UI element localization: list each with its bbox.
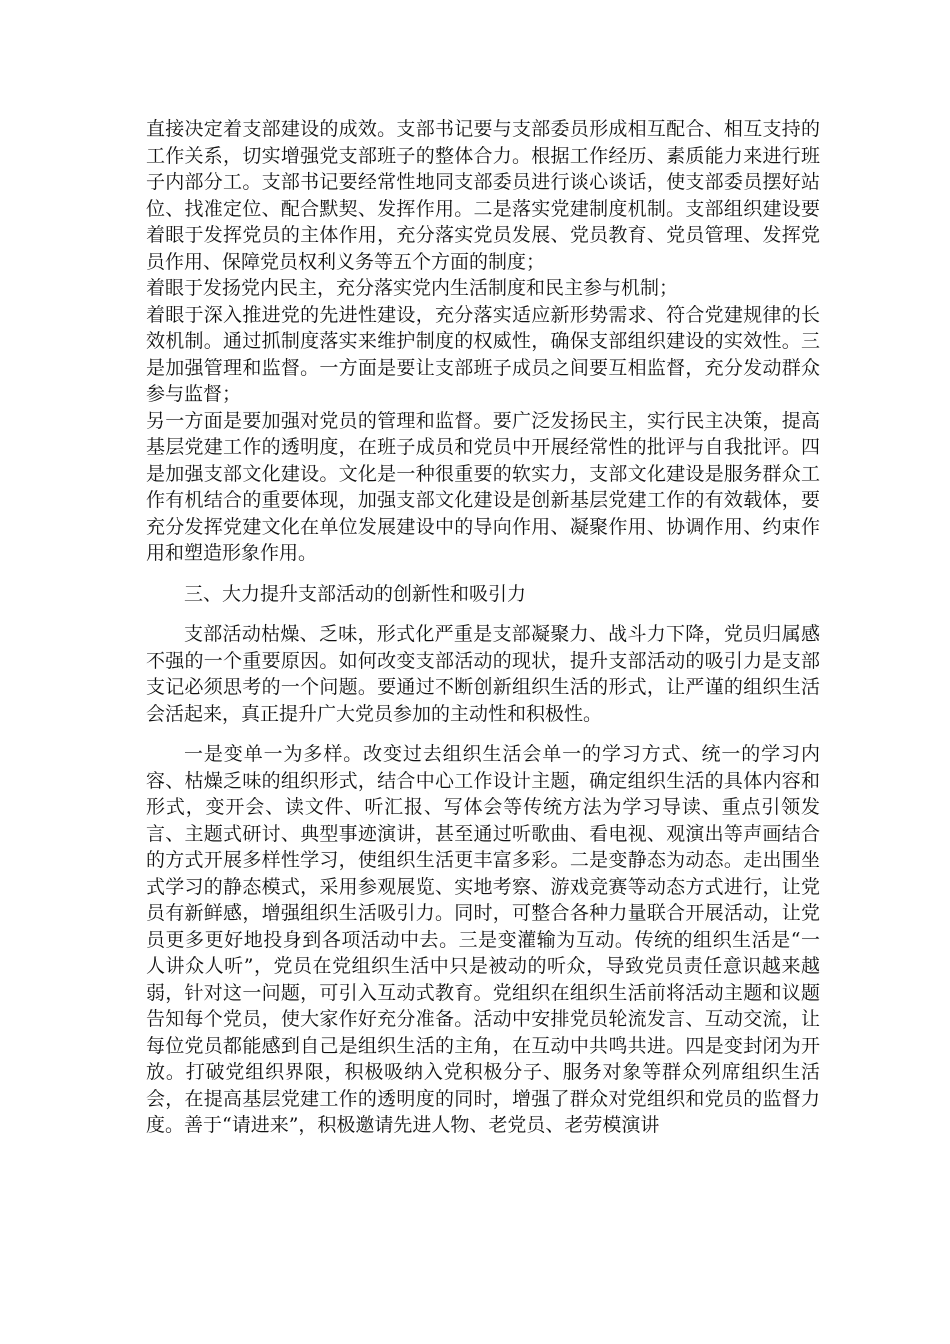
body-paragraph-2: 一是变单一为多样。改变过去组织生活会单一的学习方式、统一的学习内容、枯燥乏味的组织形式，结合中心工作设计主题，确定组织生活的具体内容和形式，变开会、读文件、听汇报、写体会等传统方法为学习导读、重点引领发言、主题式研讨、典型事迹演讲，甚至通过听歌曲、看电视、观演出等声画结合的方式开展多样性学习，使组织生活更丰富多彩。二是变静态为动态。走出围坐式学习的静态模式，采用参观展览、实地考察、游戏竞赛等动态方式进行，让党员有新鲜感，增强组织生活吸引力。同时，可整合各种力量联合开展活动，让党员更多更好地投身到各项活动中去。三是变灌输为互动。传统的组织生活是“一人讲众人听”，党员在党组织生活中只是被动的听众，导致党员责任意识越来越弱，针对这一问题，可引入互动式教育。党组织在组织生活前将活动主题和议题告知每个党员，使大家作好充分准备。活动中安排党员轮流发言、互动交流，让每位党员都能感到自己是组织生活的主角，在互动中共鸣共进。四是变封闭为开放。打破党组织界限，积极吸纳入党积极分子、服务对象等群众列席组织生活会，在提高基层党建工作的透明度的同时，增强了群众对党组织和党员的监督力度。善于“请进来”，积极邀请先进人物、老党员、老劳模演讲	[146, 743, 820, 1136]
section-heading: 三、大力提升支部活动的创新性和吸引力	[184, 582, 527, 605]
body-paragraph-1: 支部活动枯燥、乏味，形式化严重是支部凝聚力、战斗力下降，党员归属感不强的一个重要原因。如何改变支部活动的现状，提升支部活动的吸引力是支部支记必须思考的一个问题。要通过不断创新组织生活的形式，让严谨的组织生活会活起来，真正提升广大党员参加的主动性和积极性。	[146, 623, 820, 725]
paragraph-3: 着眼于深入推进党的先进性建设，充分落实适应新形势需求、符合党建规律的长效机制。通过抓制度落实来维护制度的权威性，确保支部组织建设的实效性。三是加强管理和监督。一方面是要让支部班子成员之间要互相监督，充分发动群众参与监督；	[146, 303, 820, 405]
paragraph-1: 直接决定着支部建设的成效。支部书记要与支部委员形成相互配合、相互支持的工作关系，切实增强党支部班子的整体合力。根据工作经历、素质能力来进行班子内部分工。支部书记要经常性地同支部委员进行谈心谈话，使支部委员摆好站位、找准定位、配合默契、发挥作用。二是落实党建制度机制。支部组织建设要着眼于发挥党员的主体作用，充分落实党员发展、党员教育、党员管理、发挥党员作用、保障党员权利义务等五个方面的制度；	[146, 118, 820, 273]
paragraph-4: 另一方面是要加强对党员的管理和监督。要广泛发扬民主，实行民主决策，提高基层党建工作的透明度，在班子成员和党员中开展经常性的批评与自我批评。四是加强支部文化建设。文化是一种很重要的软实力，支部文化建设是服务群众工作有机结合的重要体现，加强支部文化建设是创新基层党建工作的有效载体，要充分发挥党建文化在单位发展建设中的导向作用、凝聚作用、协调作用、约束作用和塑造形象作用。	[146, 409, 820, 564]
paragraph-2: 着眼于发扬党内民主，充分落实党内生活制度和民主参与机制；	[146, 277, 679, 299]
document-page	[146, 116, 820, 1139]
